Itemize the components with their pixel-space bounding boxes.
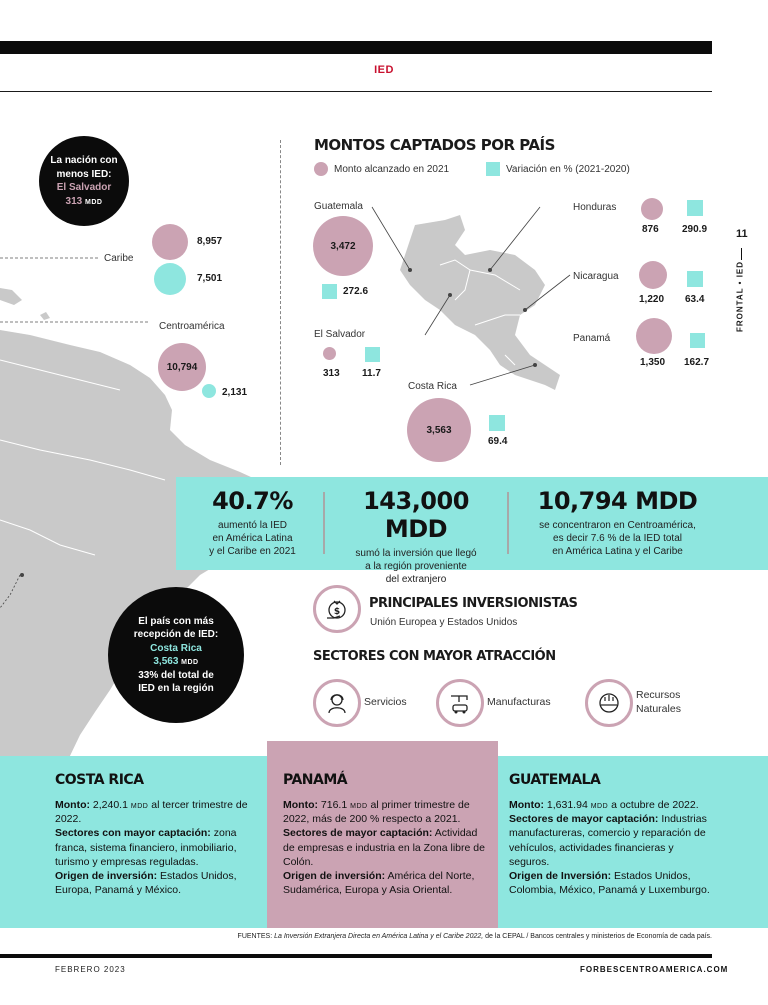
country-label-nicaragua: Nicaragua xyxy=(573,271,619,282)
column-panama-monto-value: 716.1 xyxy=(320,799,348,811)
el-salvador-amount-value: 313 xyxy=(323,368,340,379)
column-panama-monto-label: Monto: xyxy=(283,799,318,811)
centroamerica-variation-bubble xyxy=(202,384,216,398)
column-panama-monto-rest: al primer trimestre de 2022, más de 200 % respecto a 2021. xyxy=(283,799,470,826)
svg-text:$: $ xyxy=(333,607,341,617)
el-salvador-variation-square xyxy=(365,347,380,362)
column-guatemala-monto-label: Monto: xyxy=(509,799,544,811)
nicaragua-amount-value: 1,220 xyxy=(639,294,665,305)
column-costa-rica-origen-text: Estados Unidos, Europa, Panamá y México. xyxy=(55,869,237,897)
least-ied-country: El Salvador xyxy=(56,182,112,193)
column-panama-sectores-label: Sectores de mayor captación: xyxy=(283,827,433,840)
caribe-label: Caribe xyxy=(104,253,134,264)
stat-2 xyxy=(332,487,500,586)
legend-variation-square xyxy=(486,162,500,176)
guatemala-variation-value: 272.6 xyxy=(343,286,369,297)
nicaragua-variation-value: 63.4 xyxy=(685,294,705,305)
page-number: 11 xyxy=(736,228,748,240)
guatemala-variation-square xyxy=(322,284,337,299)
costa-rica-variation-square xyxy=(489,415,505,431)
honduras-amount-value: 876 xyxy=(642,224,659,235)
honduras-variation-square xyxy=(687,200,703,216)
honduras-variation-value: 290.9 xyxy=(682,224,708,235)
column-panama-sectores-text: Actividad de empresas e industria en la Zona libre de Colón. xyxy=(283,827,485,868)
manufacturing-icon xyxy=(436,679,484,727)
most-ied-line2: recepción de IED: xyxy=(133,629,219,640)
column-guatemala-monto-rest: a octubre de 2022. xyxy=(611,799,699,811)
caribe-variation-bubble xyxy=(154,263,186,295)
sector-label-natural-resources xyxy=(636,689,681,716)
country-label-costa-rica: Costa Rica xyxy=(408,381,457,392)
centroamerica-variation-value: 2,131 xyxy=(222,387,248,398)
el-salvador-amount-bubble xyxy=(323,347,336,360)
column-costa-rica-title: COSTA RICA xyxy=(55,772,144,788)
legend-amount-label: Monto alcanzado en 2021 xyxy=(334,164,450,175)
el-salvador-variation-value: 11.7 xyxy=(362,368,381,379)
honduras-amount-bubble xyxy=(641,198,663,220)
column-costa-rica-sectores-text: zona franca, sistema financiero, inmobiliario, turismo y empresas reguladas. xyxy=(55,827,237,868)
least-ied-line1: La nación con xyxy=(50,155,118,166)
sources-rest: de la CEPAL / Bancos centrales y ministerios de Economía de cada país. xyxy=(485,933,712,940)
most-ied-value: 3,563 xyxy=(153,656,179,667)
costa-rica-amount-bubble: 3,563 xyxy=(407,398,471,462)
panama-amount-value: 1,350 xyxy=(640,357,666,368)
guatemala-amount-bubble: 3,472 xyxy=(313,216,373,276)
country-label-el-salvador: El Salvador xyxy=(314,329,366,340)
centroamerica-label: Centroamérica xyxy=(159,321,225,332)
country-label-panama: Panamá xyxy=(573,333,611,344)
column-panama-origen-text: América del Norte, Sudamérica, Europa y Asia Oriental. xyxy=(283,869,475,897)
column-guatemala-monto-unit: MDD xyxy=(590,803,609,810)
column-guatemala-title: GUATEMALA xyxy=(509,772,601,788)
footer-site[interactable]: FORBESCENTROAMERICA.COM xyxy=(580,965,729,974)
investors-text: Unión Europea y Estados Unidos xyxy=(370,617,518,628)
column-costa-rica xyxy=(55,772,260,897)
legend-variation-label: Variación en % (2021-2020) xyxy=(506,164,630,175)
side-section-label: FRONTAL • IED xyxy=(735,260,745,333)
column-costa-rica-origen-label: Origen de inversión: xyxy=(55,869,158,882)
column-guatemala xyxy=(509,772,714,897)
sources-italic: La Inversión Extranjera Directa en América Latina y el Caribe 2022, xyxy=(274,933,484,940)
most-ied-country: Costa Rica xyxy=(150,642,202,654)
column-panama-monto-unit: MDD xyxy=(350,803,368,810)
sources-prefix: FUENTES: xyxy=(237,933,273,940)
column-costa-rica-monto-value: 2,240.1 xyxy=(92,799,128,811)
nicaragua-variation-square xyxy=(687,271,703,287)
column-panama-origen-label: Origen de inversión: xyxy=(283,869,386,882)
most-ied-line1: El país con más xyxy=(138,615,214,627)
services-icon xyxy=(313,679,361,727)
stat-1-line1: aumentó la IED xyxy=(218,520,287,531)
most-ied-circle xyxy=(108,587,244,723)
money-bag-icon xyxy=(313,585,361,633)
montos-title: MONTOS CAPTADOS POR PAÍS xyxy=(314,136,555,154)
column-guatemala-sectores-label: Sectores de mayor captación: xyxy=(509,813,659,826)
country-label-guatemala: Guatemala xyxy=(314,201,363,212)
most-ied-unit: MDD xyxy=(181,659,199,666)
column-guatemala-origen-label: Origen de Inversión: xyxy=(509,869,612,882)
stat-2-line2: a la región proveniente xyxy=(365,561,467,572)
stat-2-line3: del extranjero xyxy=(385,574,447,585)
stat-1 xyxy=(185,487,320,558)
natural-resources-icon xyxy=(585,679,633,727)
panama-amount-bubble xyxy=(636,318,672,354)
column-panama-title: PANAMÁ xyxy=(283,772,348,788)
stat-3-line1: se concentraron en Centroamérica, xyxy=(539,520,696,531)
sectors-title: SECTORES CON MAYOR ATRACCIÓN xyxy=(313,649,556,664)
column-costa-rica-monto-rest: al tercer trimestre de 2022. xyxy=(55,799,248,826)
column-costa-rica-monto-label: Monto: xyxy=(55,799,90,811)
legend-amount-dot xyxy=(314,162,328,176)
sector-label-natural-resources-1: Recursos xyxy=(636,689,681,701)
sector-label-manufacturing: Manufacturas xyxy=(487,696,551,708)
costa-rica-variation-value: 69.4 xyxy=(488,436,508,447)
footer-rule xyxy=(0,954,712,958)
stat-divider-1 xyxy=(323,492,325,554)
stat-1-value: 40.7% xyxy=(212,487,293,515)
investors-title: PRINCIPALES INVERSIONISTAS xyxy=(369,596,578,611)
stat-1-line2: en América Latina xyxy=(212,533,293,544)
centroamerica-amount-bubble: 10,794 xyxy=(158,343,206,391)
stat-1-line3: y el Caribe en 2021 xyxy=(209,546,296,557)
column-guatemala-origen-text: Estados Unidos, Colombia, México, Panamá y Luxemburgo. xyxy=(509,869,710,897)
least-ied-unit: MDD xyxy=(85,198,103,206)
stat-3-line2: es decir 7.6 % de la IED total xyxy=(553,533,682,544)
most-ied-line4: IED en la región xyxy=(138,683,214,694)
stat-3-line3: en América Latina y el Caribe xyxy=(552,546,683,557)
column-costa-rica-sectores-label: Sectores con mayor captación: xyxy=(55,827,211,840)
section-label: IED xyxy=(374,64,394,76)
column-guatemala-sectores-text: Industrias manufactureras, comercio y reparación de vehículos, actividades financieras y seguros. xyxy=(509,813,707,868)
stat-2-line1: sumó la inversión que llegó xyxy=(355,548,477,559)
sector-label-natural-resources-2: Naturales xyxy=(636,702,681,715)
caribe-amount-bubble xyxy=(152,224,188,260)
most-ied-line3: 33% del total de xyxy=(138,669,214,681)
caribe-variation-value: 7,501 xyxy=(197,273,223,284)
panama-variation-value: 162.7 xyxy=(684,357,710,368)
country-label-honduras: Honduras xyxy=(573,202,617,213)
least-ied-value: 313 xyxy=(65,195,83,207)
sources-note xyxy=(0,933,712,940)
least-ied-line2: menos IED: xyxy=(56,168,112,180)
stat-divider-2 xyxy=(507,492,509,554)
column-guatemala-monto-value: 1,631.94 xyxy=(546,799,588,811)
sector-label-services: Servicios xyxy=(364,696,407,708)
nicaragua-amount-bubble xyxy=(639,261,667,289)
column-panama xyxy=(283,772,488,897)
stat-3-value: 10,794 MDD xyxy=(537,487,698,515)
footer-date: FEBRERO 2023 xyxy=(55,965,126,974)
column-costa-rica-monto-unit: MDD xyxy=(130,803,149,810)
stat-2-value: 143,000 MDD xyxy=(363,487,469,543)
stat-3 xyxy=(520,487,715,558)
caribe-amount-value: 8,957 xyxy=(197,236,223,247)
panama-variation-square xyxy=(690,333,705,348)
least-ied-circle xyxy=(39,136,129,226)
